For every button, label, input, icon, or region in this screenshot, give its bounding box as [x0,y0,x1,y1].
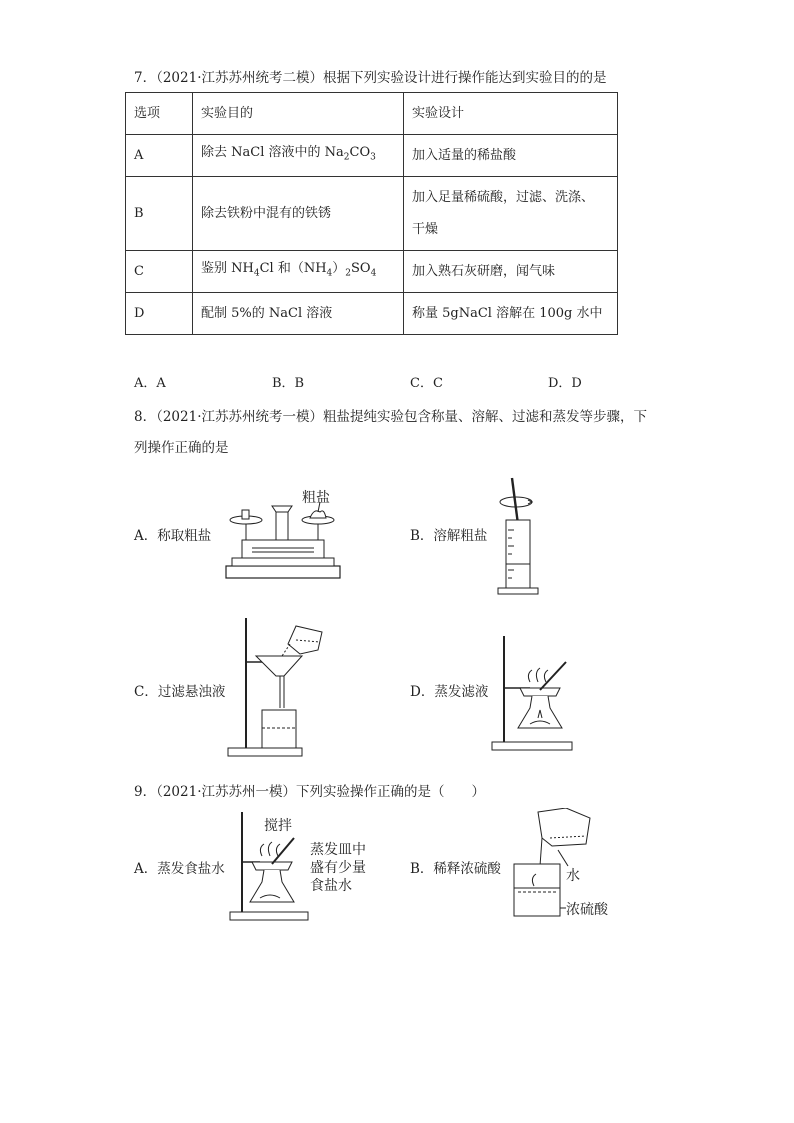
q7-answer-d[interactable]: D．D [548,376,582,391]
acid-label: 浓硫酸 [566,902,608,918]
q8-title-line2: 列操作正确的是 [134,440,229,456]
q8-option-c[interactable]: C．过滤悬浊液 [134,684,226,700]
table-row [126,251,618,293]
q9-option-b[interactable]: B．稀释浓硫酸 [410,861,501,877]
table-row [126,135,618,177]
table-row [126,293,618,335]
q7-answer-a[interactable]: A．A [134,376,166,391]
table-row [126,177,618,251]
row-a-design: 加入适量的稀盐酸 [404,135,618,177]
q8-option-a[interactable]: A．称取粗盐 [134,528,212,544]
row-c-goal: 鉴别 $NH_4Cl$ 和$(NH_4)_2SO_4$ [193,251,404,293]
note-line2: 盛有少量 [310,860,366,876]
q8-option-b[interactable]: B．溶解粗盐 [410,528,488,544]
cylinder-figure [494,474,548,598]
filtration-figure [226,614,350,758]
evaporation-figure [490,632,580,752]
row-b-option: B [126,177,193,251]
row-b-design: 加入足量稀硫酸，过滤、洗涤、 干燥 [404,177,618,251]
table-header-row [126,93,618,135]
q9-option-a[interactable]: A．蒸发食盐水 [134,861,225,877]
header-design: 实验设计 [404,93,618,135]
salt-label: 粗盐 [302,490,330,506]
water-label: 水 [566,868,580,884]
row-c-option: C [126,251,193,293]
row-b-goal: 除去铁粉中混有的铁锈 [193,177,404,251]
row-a-option: A [126,135,193,177]
stir-label: 搅拌 [264,818,292,834]
header-option: 选项 [126,93,193,135]
q7-answer-c[interactable]: C．C [410,376,443,391]
q7-answer-b[interactable]: B．B [272,376,305,391]
balance-figure [222,488,346,582]
note-line1: 蒸发皿中 [310,842,366,858]
row-d-goal: 配制 5%的 NaCl 溶液 [193,293,404,335]
header-goal: 实验目的 [193,93,404,135]
q7-title: 7．（2021·江苏苏州统考二模）根据下列实验设计进行操作能达到实验目的的是 [134,70,607,86]
row-a-goal: 除去 NaCl 溶液中的 $Na_2CO_3$ [193,135,404,177]
row-d-design: 称量 5gNaCl 溶解在 100g 水中 [404,293,618,335]
q8-option-d[interactable]: D．蒸发滤液 [410,684,489,700]
q9-title: 9．（2021·江苏苏州一模）下列实验操作正确的是（ ） [134,784,485,800]
note-line3: 食盐水 [310,878,352,894]
dilute-acid-figure [508,808,620,924]
q7-table [125,92,618,335]
q8-title-line1: 8．（2021·江苏苏州统考一模）粗盐提纯实验包含称量、溶解、过滤和蒸发等步骤，下 [134,409,647,425]
evaporate-salt-water-figure [226,808,376,924]
row-d-option: D [126,293,193,335]
row-c-design: 加入熟石灰研磨，闻气味 [404,251,618,293]
